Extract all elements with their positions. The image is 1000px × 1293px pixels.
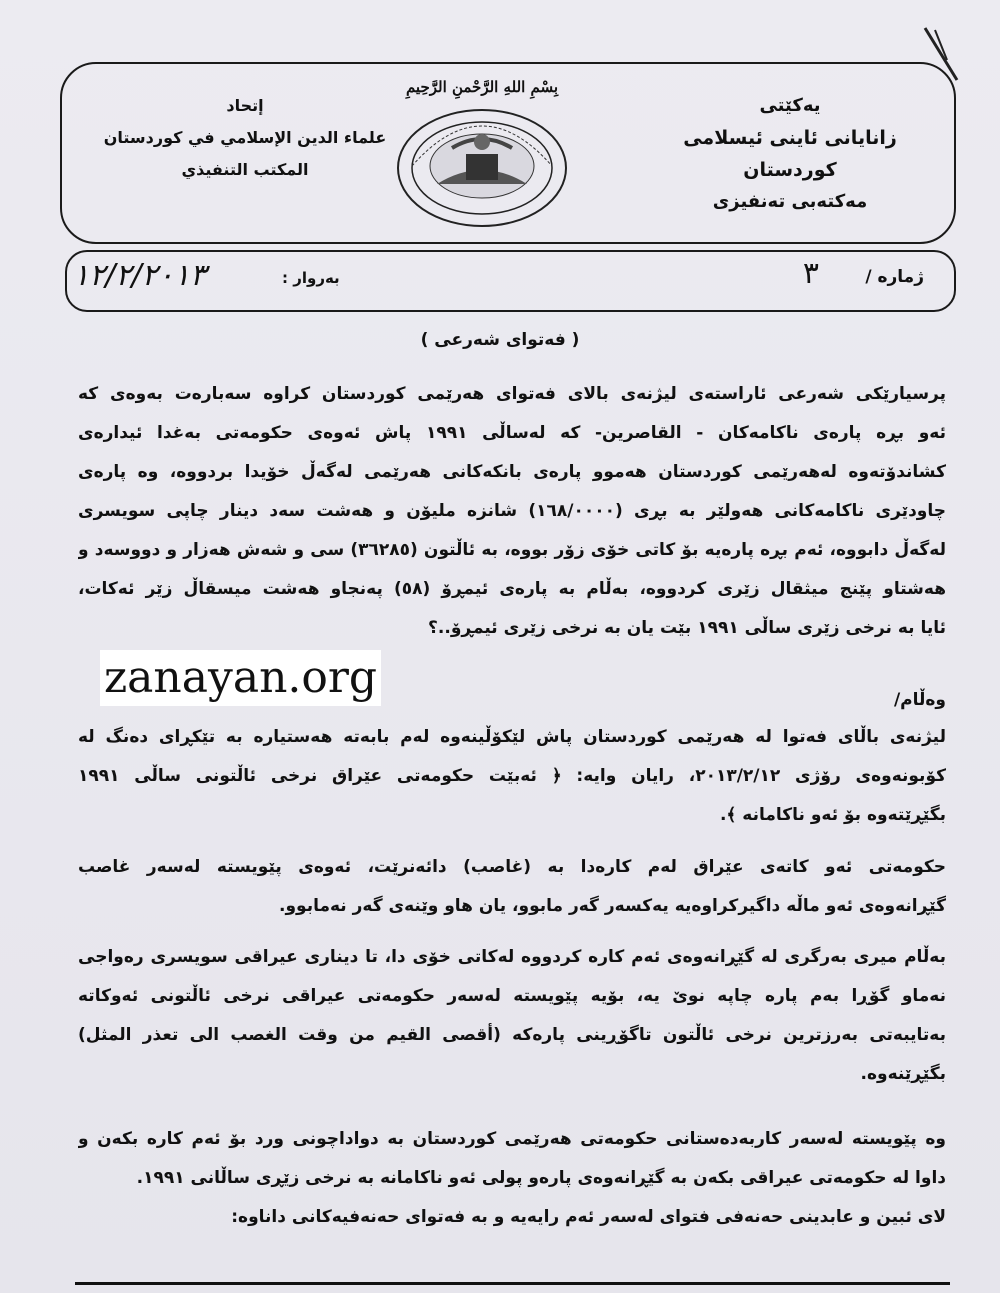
bismillah-calligraphy: بِسْمِ اللهِ الرَّحْمنِ الرَّحِيمِ (405, 78, 559, 96)
question-line: هەشتاو پێنج میثقال زێری کردووە، بەڵام بە پارەی ئیمڕۆ (٥٨) پەنجاو هەشت میسقاڵ زێر ئەکات، (78, 579, 946, 599)
reference-number-label: ژمارە / (865, 267, 924, 287)
closing-line: وە پێویستە لەسەر کاربەدەستانی حکومەتی هەرێمی کوردستان بە دواداچونی ورد بۆ ئەم کارە بکەن و (78, 1129, 946, 1149)
emblem-seal-icon (392, 96, 572, 231)
question-line: کشاندۆتەوە لەهەرێمی کوردستان هەموو پارەی بانکەکانی هەرێمی لەگەڵ خۆیدا بردووە، وە پارەی (78, 462, 946, 482)
explanation-line: بەتایبەتی بەرزترین نرخی ئاڵتون تاگۆڕینی پارەکە (أقصى القيم من وقت الغصب الى تعذر المثل) (78, 1025, 946, 1045)
closing-line: داوا لە حکومەتی عیراقی بکەن بە گێڕانەوەی پارەو پولی ئەو ناکامانە بە نرخی زێڕی ساڵانی ١٩٩١. (136, 1168, 946, 1188)
answer-line: لیژنەی باڵای فەتوا لە هەرێمی کوردستان پاش لێکۆڵینەوە لەم بابەتە هەستیارە بە تێکڕای دەنگ لە (78, 727, 946, 747)
question-line: پرسیارێکی شەرعی ئاراستەی لیژنەی بالای فەتوای هەرێمی کوردستان کراوە سەبارەت بەوەی کە (78, 384, 946, 404)
answer-paragraph (78, 718, 946, 835)
explanation-line: بەڵام میری بەرگری لە گێڕانەوەی ئەم کارە کردووە لەکاتی خۆی دا، تا دیناری عیراقی سویسری رەواجی (78, 947, 946, 967)
org-line-2: زانایانی ئاینی ئیسلامی کوردستان (683, 127, 897, 181)
ruling-line: گێڕانەوەی ئەو ماڵە داگیرکراوەیە یەکسەر گەر مابوو، یان هاو وێنەی گەر نەمابوو. (279, 896, 946, 916)
reference-date-value: ١٢/٢/٢٠١٣ (73, 258, 207, 293)
answer-line: بگێڕێتەوە بۆ ئەو ناکامانە ﴾. (719, 805, 946, 825)
org-line-ar-3: المكتب التنفيذي (181, 160, 309, 179)
letterhead-arabic (95, 90, 395, 186)
closing-paragraph (78, 1120, 946, 1237)
explanation-paragraph (78, 938, 946, 1094)
fatwa-title: ( فەتوای شەرعی ) (420, 330, 580, 350)
bottom-divider (75, 1282, 950, 1285)
explanation-line: بگێڕێنەوە. (860, 1064, 946, 1084)
reference-date-label: بەروار : (282, 269, 340, 287)
org-line-ar-2: علماء الدين الإسلامي في كوردستان (103, 128, 387, 147)
question-line: لەگەڵ دابووە، ئەم بڕە پارەیە بۆ کاتی خۆی زۆر بووە، بە ئاڵتون (٣٦٢٨٥) سی و شەش هەزار و دووسەد و (78, 540, 946, 560)
answer-line: کۆبونەوەی رۆژی ٢٠١٣/٢/١٢، رایان وایە: ﴿ ئەبێت حکومەتی عێراق نرخی ئاڵتونی ساڵی ١٩٩١ (78, 766, 946, 786)
question-line: چاودێری ناکامەکانی هەولێر بە بڕی (١٦٨/٠٠٠٠) شانزە ملیۆن و هەشت سەد دینار چاپی سویسری (78, 501, 946, 521)
explanation-line: نەماو گۆڕا بەم پارە چاپە نوێ یە، بۆیە پێویستە لەسەر حکومەتی عیراقی نرخی ئاڵتونی ئەوکاتە (78, 986, 946, 1006)
ruling-paragraph (78, 848, 946, 926)
reference-number-value: ٣ (802, 256, 819, 291)
question-line: ئەو بڕە پارەی ناکامەکان - القاصرین- کە لەساڵی ١٩٩١ پاش ئەوەی حکومەتی بەغدا ئیدارەی (78, 423, 946, 443)
reference-box (65, 250, 956, 312)
question-paragraph (78, 375, 946, 648)
org-line-3: مەکتەبی تەنفیزی (712, 191, 868, 212)
watermark-text: zanayan.org (100, 650, 381, 706)
letterhead-kurdish (640, 90, 940, 218)
org-line-ar-1: إتحاد (226, 96, 264, 115)
answer-label: وەڵام/ (893, 690, 946, 710)
question-line: ئایا بە نرخی زێری ساڵی ١٩٩١ بێت یان بە نرخی زێری ئیمڕۆ..؟ (428, 618, 946, 638)
ruling-line: حکومەتی ئەو کاتەی عێراق لەم کارەدا بە (غاصب) دائەنرێت، ئەوەی پێویستە لەسەر غاصب (78, 857, 946, 877)
closing-line: لای ئبین و عابدینی حەنەفی فتوای لەسەر ئەم رایەیە و بە فەتوای حەنەفیەکانی داناوە: (231, 1207, 946, 1227)
organization-emblem (392, 78, 572, 238)
org-line-1: یەکێتی (759, 95, 821, 116)
